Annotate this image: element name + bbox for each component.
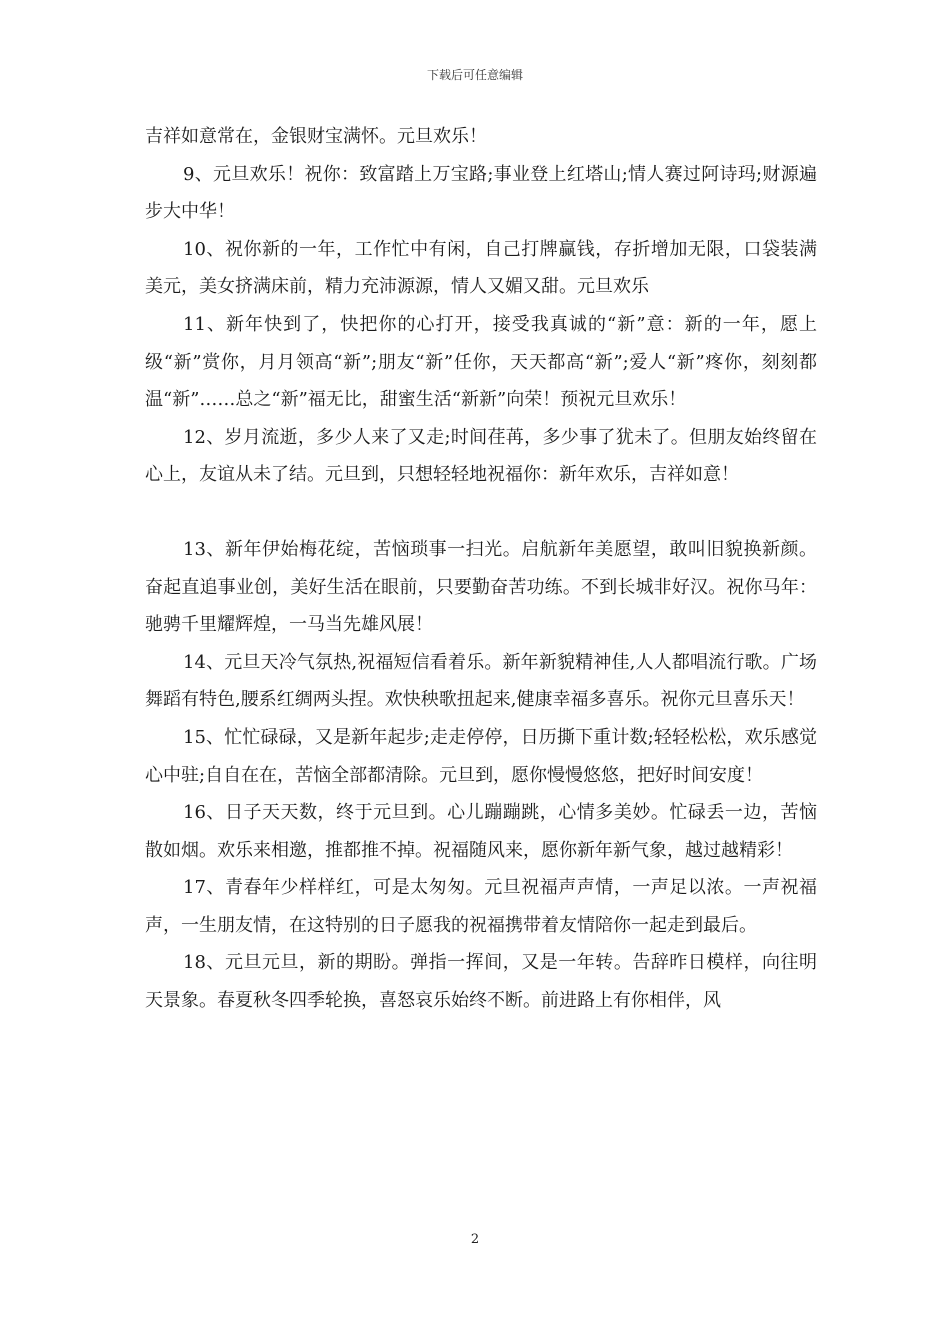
paragraph-item-13: 13、新年伊始梅花绽，苦恼琐事一扫光。启航新年美愿望，敢叫旧貌换新颜。奋起直追事业创，美好生活在眼前，只要勤奋苦功练。不到长城非好汉。祝你马年：驰骋千里耀辉煌，一马当先雄风展！ <box>145 538 817 636</box>
paragraph-item-16: 16、日子天天数，终于元旦到。心儿蹦蹦跳，心情多美妙。忙碌丢一边，苦恼散如烟。欢乐来相邀，推都推不掉。祝福随风来，愿你新年新气象，越过越精彩！ <box>145 802 817 861</box>
paragraph-item-11: 11、新年快到了，快把你的心打开，接受我真诚的“新”意：新的一年，愿上级“新”赏你，月月领高“新”;朋友“新”任你，天天都高“新”;爱人“新”疼你，刻刻都温“新”……总之“新”福无比，甜蜜生活“新新”向荣！预祝元旦欢乐！ <box>145 313 817 411</box>
page-number: 2 <box>470 1232 480 1247</box>
paragraph-item-17: 17、青春年少样样红，可是太匆匆。元旦祝福声声情，一声足以浓。一声祝福声，一生朋友情，在这特别的日子愿我的祝福携带着友情陪你一起走到最后。 <box>145 877 817 936</box>
paragraph-item-14: 14、元旦天冷气氛热,祝福短信看着乐。新年新貌精神佳,人人都唱流行歌。广场舞蹈有特色,腰系红绸两头捏。欢快秧歌扭起来,健康幸福多喜乐。祝你元旦喜乐天！ <box>145 651 817 711</box>
page-header: 下载后可任意编辑 <box>426 68 523 82</box>
paragraph-item-10: 10、祝你新的一年，工作忙中有闲，自己打牌赢钱，存折增加无限，口袋装满美元，美女挤满床前，精力充沛源源，情人又媚又甜。元旦欢乐 <box>145 238 817 298</box>
paragraph-item-15: 15、忙忙碌碌，又是新年起步;走走停停，日历撕下重计数;轻轻松松，欢乐感觉心中驻;自自在在，苦恼全部都清除。元旦到，愿你慢慢悠悠，把好时间安度！ <box>145 726 817 786</box>
paragraph-item-18: 18、元旦元旦，新的期盼。弹指一挥间，又是一年转。告辞昨日模样，向往明天景象。春夏秋冬四季轮换，喜怒哀乐始终不断。前进路上有你相伴，风 <box>145 952 817 1012</box>
paragraph-continuation: 吉祥如意常在，金银财宝满怀。元旦欢乐！ <box>145 126 487 147</box>
paragraph-item-9: 9、元旦欢乐！祝你：致富踏上万宝路;事业登上红塔山;情人赛过阿诗玛;财源遍步大中华！ <box>145 163 817 223</box>
paragraph-item-12: 12、岁月流逝，多少人来了又走;时间荏苒，多少事了犹未了。但朋友始终留在心上，友谊从未了结。元旦到，只想轻轻地祝福你：新年欢乐，吉祥如意！ <box>145 426 817 486</box>
document-body <box>145 118 817 1020</box>
